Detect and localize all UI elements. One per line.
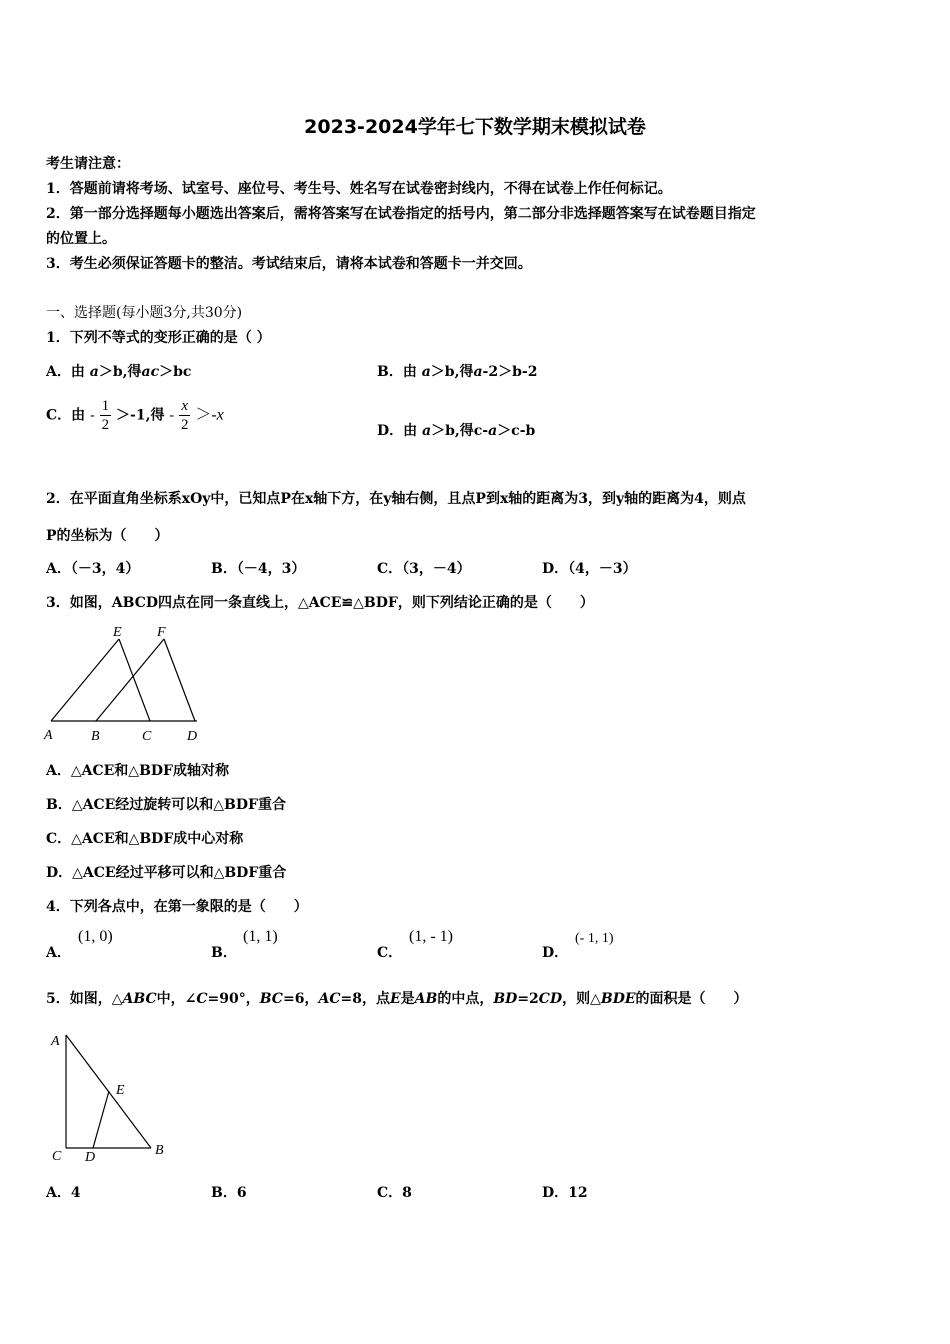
q3-option-b[interactable]: B．△ACE经过旋转可以和△BDF重合 [46, 797, 286, 813]
notice-line-3: 3．考生必须保证答题卡的整洁。考试结束后，请将本试卷和答题卡一并交回。 [46, 256, 532, 272]
notice-heading: 考生请注意： [46, 156, 130, 172]
q1-option-d[interactable] [377, 420, 535, 440]
q5-label-d: D [85, 1150, 96, 1165]
q5-stem-part: 的面积是（ ） [635, 991, 748, 1007]
q1-c-fraction-2 [179, 397, 191, 434]
q1-b-var-a: a [421, 364, 431, 380]
q1-a-gt: ＞ [98, 364, 113, 380]
q5-stem-part: 中， [156, 991, 185, 1007]
q5-label-a: A [51, 1034, 60, 1049]
q3-label-c: C [142, 729, 152, 744]
q5-stem-math: △ABC [111, 991, 157, 1007]
q1-option-b[interactable] [377, 361, 537, 381]
q5-option-c[interactable]: C．8 [377, 1185, 412, 1201]
q3-line-fd [164, 639, 195, 721]
q2-option-d[interactable]: D．（4，－3） [542, 561, 637, 577]
q4-option-a-point[interactable]: (1, 0) [78, 928, 113, 945]
q2-option-a[interactable]: A．（－3，4） [46, 561, 140, 577]
q4-option-d-point[interactable]: (- 1, 1) [575, 931, 614, 946]
q5-stem-part: 的中点， [437, 991, 494, 1007]
q5-stem-math: AB [414, 991, 438, 1007]
q1-d-c: c- [473, 423, 489, 439]
q5-option-b[interactable]: B．6 [211, 1185, 247, 1201]
q5-stem-part: =6， [282, 991, 319, 1007]
notice-line-1: 1．答题前请将考场、试室号、座位号、考生号、姓名写在试卷密封线内，不得在试卷上作任何标记。 [46, 181, 672, 197]
q2-option-b[interactable]: B．（－4，3） [211, 561, 306, 577]
q1-c-gt2: ＞- [195, 406, 217, 424]
q3-label-a: A [44, 728, 53, 743]
q5-stem-math: BD [493, 991, 518, 1007]
q1-d-b: b,得 [445, 423, 474, 439]
q1-a-b: b,得 [112, 364, 142, 380]
q1-c-fraction-1 [100, 397, 112, 434]
q3-figure [40, 618, 215, 746]
q1-b-a2: a [473, 364, 483, 380]
q1-a-label: A．由 [46, 364, 85, 380]
q5-stem-math: AC [318, 991, 341, 1007]
q4-option-c-label[interactable]: C． [377, 945, 403, 961]
q1-b-label: B．由 [377, 364, 417, 380]
q1-d-gt: ＞ [431, 423, 446, 439]
q2-stem-line-1: 2．在平面直角坐标系xOy中，已知点P在x轴下方，在y轴右侧，且点P到x轴的距离为3，到y轴的距离为4，则点 [46, 491, 746, 507]
q5-label-e: E [116, 1083, 125, 1098]
q3-label-e: E [113, 625, 122, 640]
q5-option-a[interactable]: A．4 [46, 1185, 81, 1201]
q5-stem-part: 5．如图， [46, 991, 112, 1007]
q5-stem-part: =90°， [207, 991, 260, 1007]
q5-stem-math: △BDE [590, 991, 636, 1007]
q5-label-c: C [52, 1149, 62, 1164]
q3-line-ae [51, 639, 119, 721]
q1-b-rest: -2＞b-2 [482, 364, 538, 380]
q3-line-bf [96, 639, 164, 721]
q5-stem-part: =2 [517, 991, 539, 1007]
q5-label-b: B [155, 1143, 164, 1158]
q5-stem [46, 988, 748, 1008]
q1-b-b: b,得 [444, 364, 474, 380]
q1-c-den-1: 2 [101, 417, 110, 433]
q1-c-label: C．由 [46, 407, 86, 424]
q1-a-ac: ac [141, 364, 160, 380]
q5-figure [46, 1025, 181, 1167]
q1-option-c[interactable] [46, 397, 224, 434]
q3-option-d[interactable]: D．△ACE经过平移可以和△BDF重合 [46, 865, 287, 881]
q4-option-d-label[interactable]: D． [542, 945, 569, 961]
q1-c-den-2: 2 [180, 417, 189, 433]
q3-option-a[interactable]: A．△ACE和△BDF成轴对称 [46, 763, 229, 779]
q5-line-de [93, 1091, 109, 1148]
q1-c-x: x [216, 406, 224, 424]
q4-option-b-point[interactable]: (1, 1) [243, 928, 278, 945]
q5-option-d[interactable]: D．12 [542, 1185, 588, 1201]
q1-c-num-1: 1 [101, 398, 110, 414]
q1-stem: 1．下列不等式的变形正确的是（ ） [46, 330, 271, 346]
q1-option-a[interactable] [46, 361, 191, 381]
q1-d-label: D．由 [377, 423, 418, 439]
q5-stem-math: BC [259, 991, 283, 1007]
q1-c-minus: - [90, 407, 95, 424]
q3-stem: 3．如图，ABCD四点在同一条直线上，△ACE≌△BDF，则下列结论正确的是（ ） [46, 595, 594, 611]
q2-stem-line-2: P的坐标为（ ） [46, 528, 169, 544]
q5-stem-math: E [389, 991, 401, 1007]
section-heading: 一、选择题(每小题3分,共30分) [46, 305, 243, 321]
q5-stem-part: ，则 [562, 991, 591, 1007]
q4-stem: 4．下列各点中，在第一象限的是（ ） [46, 899, 308, 915]
notice-line-2-cont: 的位置上。 [46, 231, 116, 247]
q1-a-rest: ＞bc [159, 364, 192, 380]
q5-stem-math: CD [538, 991, 563, 1007]
q1-a-var-a: a [89, 364, 99, 380]
q4-option-a-label[interactable]: A． [46, 945, 71, 961]
q1-c-num-2: x [179, 397, 191, 416]
q1-d-a2: a [488, 423, 498, 439]
q5-stem-math: ∠C [184, 991, 208, 1007]
q5-stem-part: 是 [400, 991, 415, 1007]
q1-b-gt: ＞ [430, 364, 445, 380]
q3-line-ec [119, 639, 150, 721]
q4-option-c-point[interactable]: (1, - 1) [409, 928, 453, 945]
q3-label-f: F [157, 625, 166, 640]
q1-c-gt1: ＞-1,得 [116, 407, 165, 424]
q3-option-c[interactable]: C．△ACE和△BDF成中心对称 [46, 831, 244, 847]
q1-c-minus-2: - [169, 407, 175, 424]
q3-label-b: B [91, 729, 100, 744]
q4-option-b-label[interactable]: B． [211, 945, 237, 961]
notice-line-2: 2．第一部分选择题每小题选出答案后，需将答案写在试卷指定的括号内，第二部分非选择题答案写在试卷题目指定 [46, 206, 756, 222]
q3-label-d: D [187, 729, 198, 744]
q1-d-var-a: a [422, 423, 432, 439]
page-title: 2023-2024学年七下数学期末模拟试卷 [304, 116, 646, 138]
q5-stem-part: =8，点 [340, 991, 390, 1007]
q1-d-rest: ＞c-b [497, 423, 536, 439]
q2-option-c[interactable]: C．（3，－4） [377, 561, 471, 577]
